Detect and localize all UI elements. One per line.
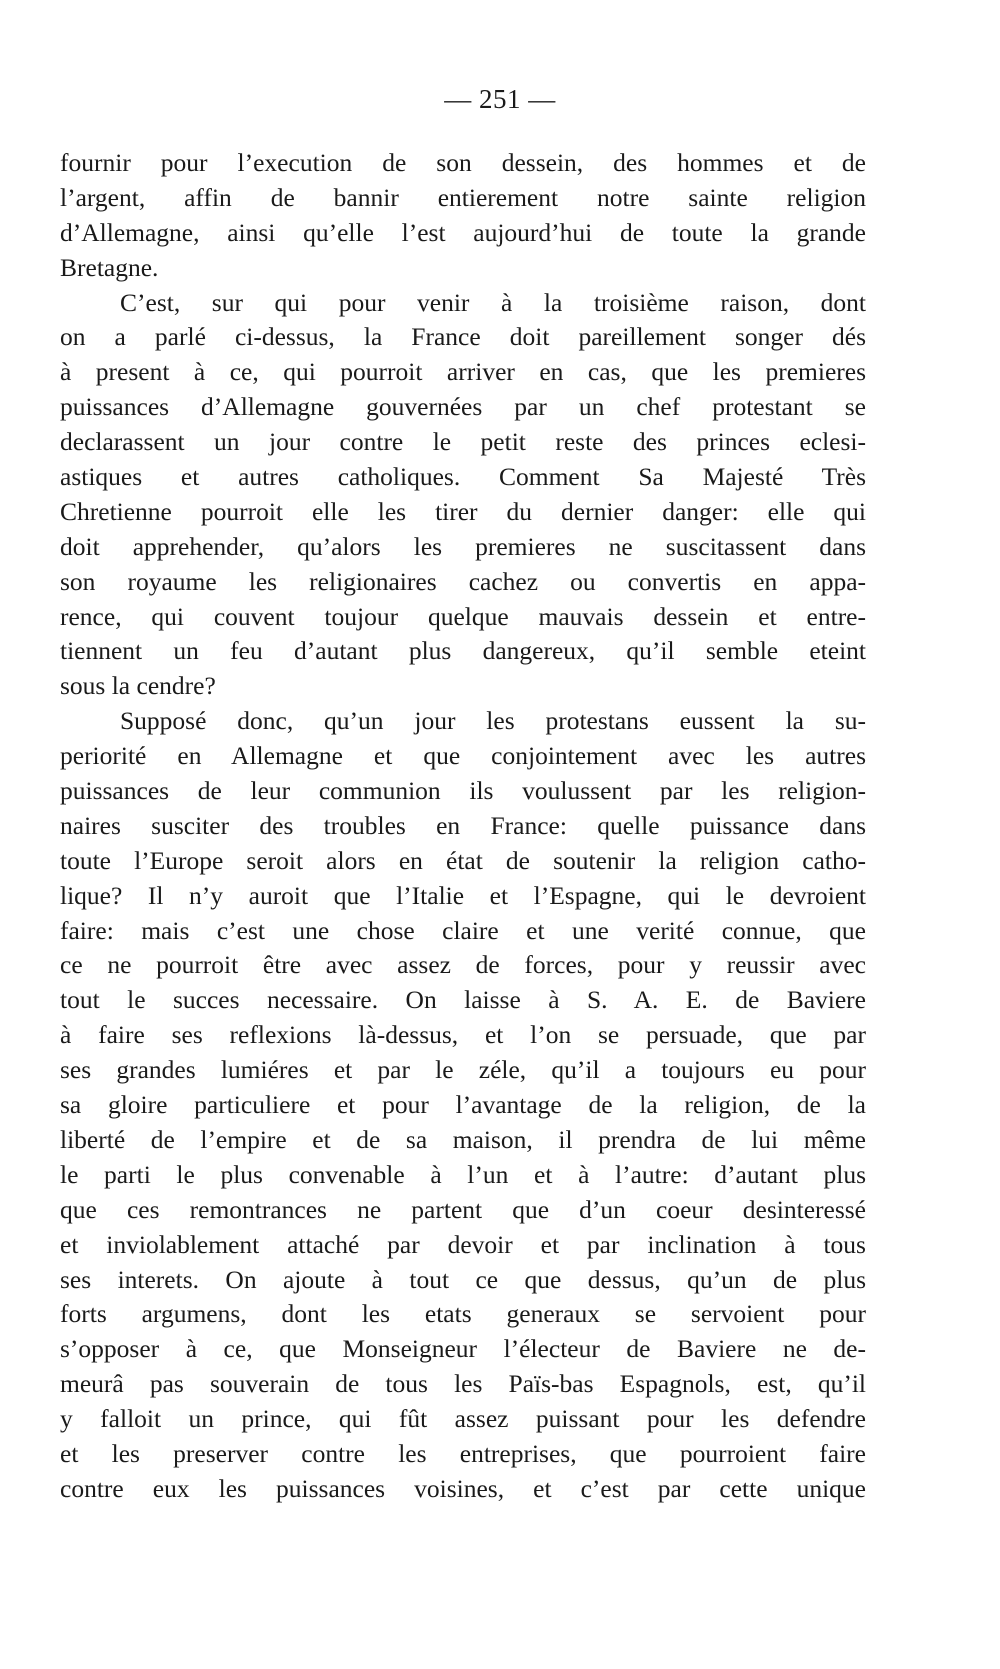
text-line: puissances de leur communion ils voulussent par les religion- — [60, 776, 866, 806]
text-line: et les preserver contre les entreprises, que pourroient faire — [60, 1438, 866, 1468]
text-line: tout le succes necessaire. On laisse à S. A. E. de Baviere — [60, 985, 866, 1015]
text-line: rence, qui couvent toujour quelque mauvais dessein et entre- — [60, 601, 866, 631]
text-line-paragraph-start: Supposé donc, qu’un jour les protestans eussent la su- — [120, 706, 866, 736]
text-line: ce ne pourroit être avec assez de forces, pour y reussir avec — [60, 950, 866, 980]
text-line: ses grandes lumiéres et par le zéle, qu’il a toujours eu pour — [60, 1055, 866, 1085]
body-text — [60, 146, 866, 1507]
text-line: à faire ses reflexions là-dessus, et l’on se persuade, que par — [60, 1020, 866, 1050]
text-line: à present à ce, qui pourroit arriver en cas, que les premieres — [60, 357, 866, 387]
text-line: et inviolablement attaché par devoir et par inclination à tous — [60, 1229, 866, 1259]
text-line: Bretagne. — [60, 252, 159, 282]
text-line-paragraph-start: C’est, sur qui pour venir à la troisième raison, dont — [120, 287, 866, 317]
text-line: declarassent un jour contre le petit reste des princes eclesi- — [60, 427, 866, 457]
text-line: liberté de l’empire et de sa maison, il prendra de lui même — [60, 1124, 866, 1154]
text-line: meurâ pas souverain de tous les Païs-bas Espagnols, est, qu’il — [60, 1369, 866, 1399]
text-line: Chretienne pourroit elle les tirer du dernier danger: elle qui — [60, 496, 866, 526]
text-line: son royaume les religionaires cachez ou convertis en appa- — [60, 566, 866, 596]
text-line: contre eux les puissances voisines, et c’est par cette unique — [60, 1473, 866, 1503]
text-line: toute l’Europe seroit alors en état de soutenir la religion catho- — [60, 845, 866, 875]
text-line: astiques et autres catholiques. Comment Sa Majesté Très — [60, 462, 866, 492]
text-line: le parti le plus convenable à l’un et à l’autre: d’autant plus — [60, 1159, 866, 1189]
text-line: sa gloire particuliere et pour l’avantage de la religion, de la — [60, 1090, 866, 1120]
text-line: y falloit un prince, qui fût assez puissant pour les defendre — [60, 1404, 866, 1434]
text-line: puissances d’Allemagne gouvernées par un chef protestant se — [60, 392, 866, 422]
text-line: ses interets. On ajoute à tout ce que dessus, qu’un de plus — [60, 1264, 866, 1294]
text-line: naires susciter des troubles en France: quelle puissance dans — [60, 810, 866, 840]
text-line: que ces remontrances ne partent que d’un coeur desinteressé — [60, 1194, 866, 1224]
text-line: sous la cendre? — [60, 671, 216, 701]
text-line: d’Allemagne, ainsi qu’elle l’est aujourd’hui de toute la grande — [60, 217, 866, 247]
text-line: faire: mais c’est une chose claire et une verité connue, que — [60, 915, 866, 945]
text-line: periorité en Allemagne et que conjointement avec les autres — [60, 741, 866, 771]
text-line: fournir pour l’execution de son dessein, des hommes et de — [60, 148, 866, 177]
text-line: on a parlé ci-dessus, la France doit pareillement songer dés — [60, 322, 866, 352]
text-line: lique? Il n’y auroit que l’Italie et l’Espagne, qui le devroient — [60, 880, 866, 910]
text-line: s’opposer à ce, que Monseigneur l’électeur de Baviere ne de- — [60, 1334, 866, 1364]
text-line: doit apprehender, qu’alors les premieres ne suscitassent dans — [60, 531, 866, 561]
text-line: forts argumens, dont les etats generaux se servoient pour — [60, 1299, 866, 1329]
page-number: — 251 — — [444, 84, 556, 114]
text-line: l’argent, affin de bannir entierement notre sainte religion — [60, 182, 866, 212]
text-line: tiennent un feu d’autant plus dangereux, qu’il semble eteint — [60, 636, 866, 666]
